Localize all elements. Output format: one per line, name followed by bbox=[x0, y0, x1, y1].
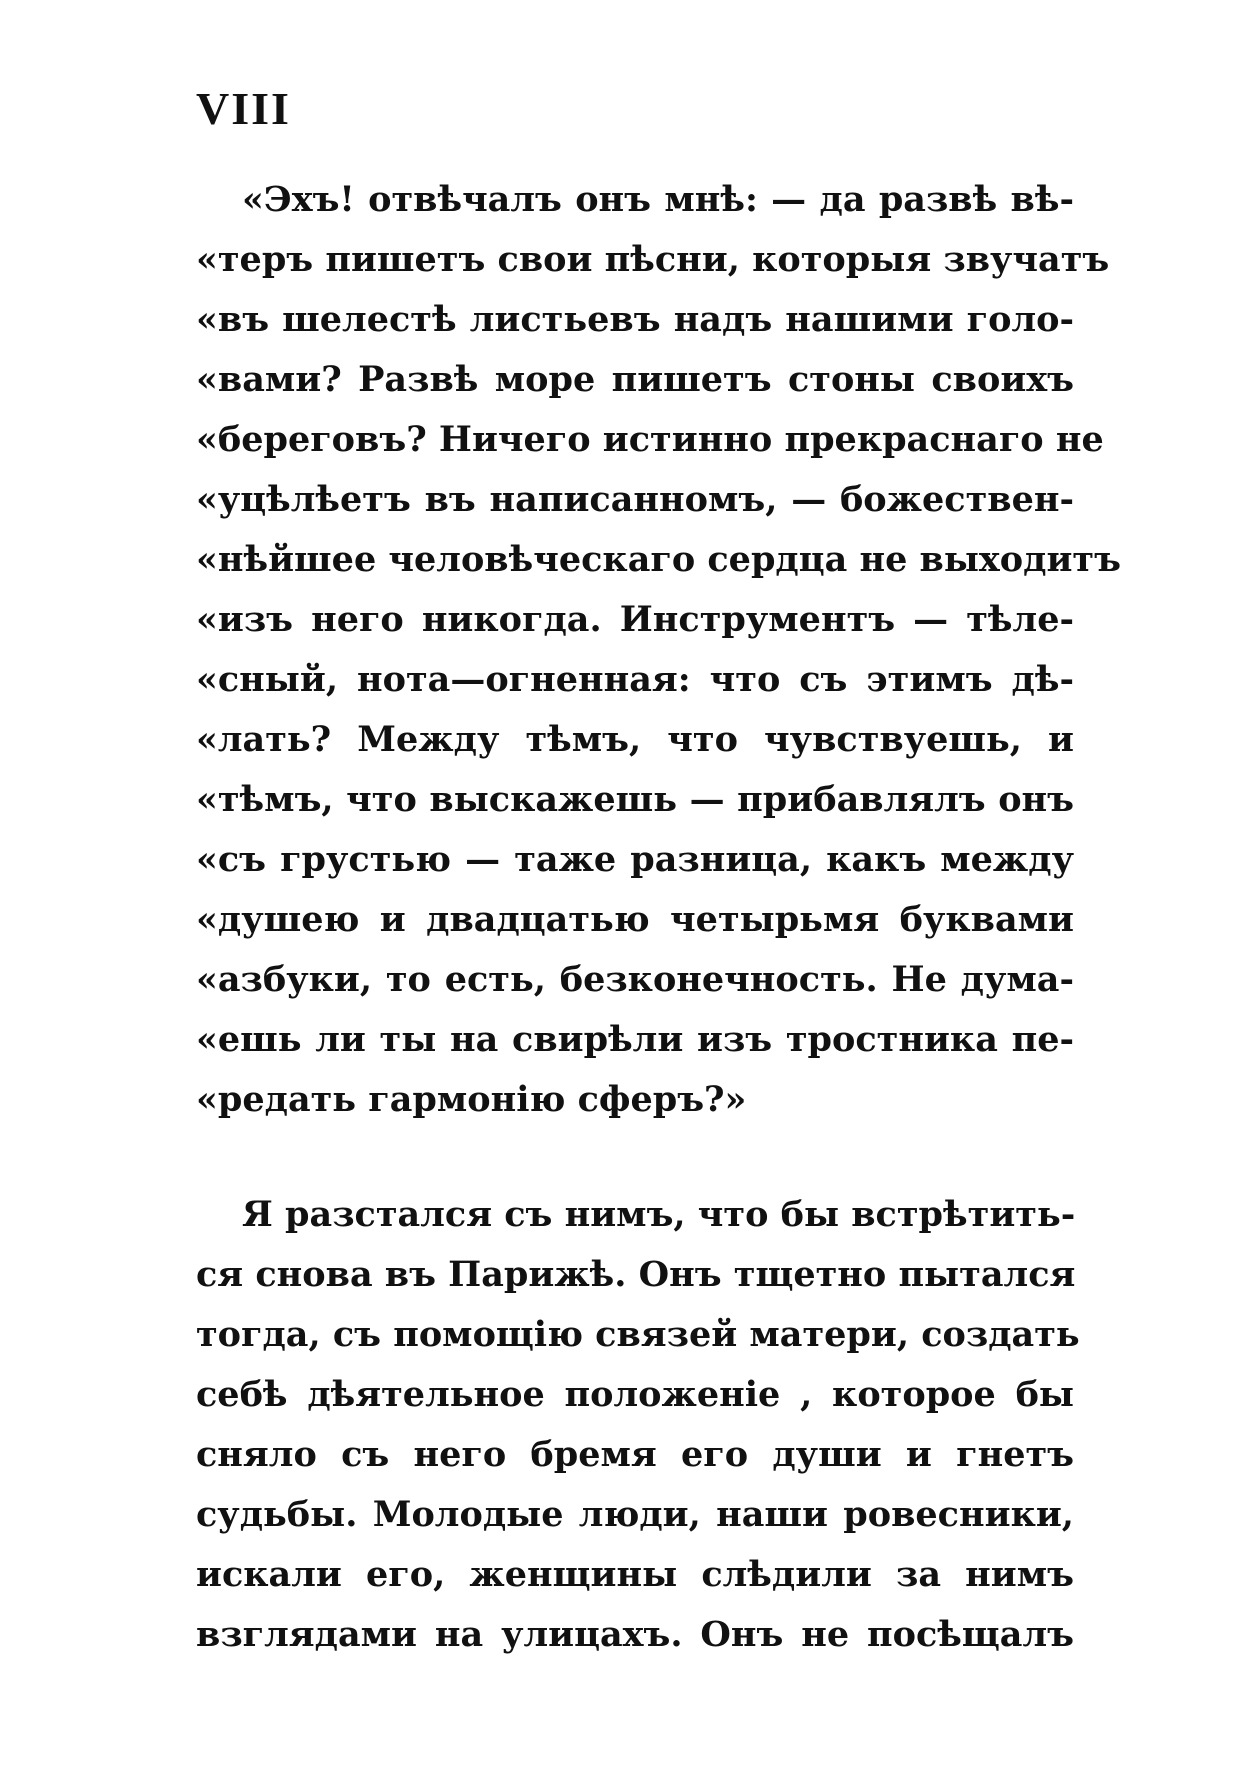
text-line: «Эхъ! отвѣчалъ онъ мнѣ: — да развѣ вѣ- bbox=[242, 179, 1074, 220]
paragraph-quote bbox=[196, 170, 1121, 1130]
text-line: ся снова въ Парижѣ. Онъ тщетно пытался bbox=[196, 1254, 1076, 1295]
paragraph-narrative bbox=[196, 1185, 1080, 1665]
text-line: себѣ дѣятельное положеніе , которое бы bbox=[196, 1374, 1074, 1415]
text-line: «теръ пишетъ свои пѣсни, которыя звучатъ bbox=[196, 239, 1110, 280]
text-line: «азбуки, то есть, безконечность. Не дума- bbox=[196, 959, 1074, 1000]
text-line: взглядами на улицахъ. Онъ не посѣщалъ bbox=[196, 1614, 1074, 1655]
text-line: «изъ него никогда. Инструментъ — тѣле- bbox=[196, 599, 1074, 640]
text-line: судьбы. Молодые люди, наши ровесники, bbox=[196, 1494, 1074, 1535]
text-line: «лать? Между тѣмъ, что чувствуешь, и bbox=[196, 719, 1074, 760]
text-line: «вами? Развѣ море пишетъ стоны своихъ bbox=[196, 359, 1074, 400]
text-line: «съ грустью — таже разница, какъ между bbox=[196, 839, 1074, 880]
text-line: искали его, женщины слѣдили за нимъ bbox=[196, 1554, 1074, 1595]
text-line: «уцѣлѣетъ въ написанномъ, — божествен- bbox=[196, 479, 1074, 520]
text-line: «сный, нота—огненная: что съ этимъ дѣ- bbox=[196, 659, 1074, 700]
text-line: тогда, съ помощію связей матери, создать bbox=[196, 1314, 1080, 1355]
text-line: «тѣмъ, что выскажешь — прибавлялъ онъ bbox=[196, 779, 1074, 820]
text-line: «нѣйшее человѣческаго сердца не выходитъ bbox=[196, 539, 1121, 580]
text-line: «ешь ли ты на свирѣли изъ тростника пе- bbox=[196, 1019, 1074, 1060]
text-line: сняло съ него бремя его души и гнетъ bbox=[196, 1434, 1074, 1475]
page-number: VIII bbox=[196, 83, 291, 134]
text-line: «береговъ? Ничего истинно прекраснаго не bbox=[196, 419, 1104, 460]
text-line: «въ шелестѣ листьевъ надъ нашими голо- bbox=[196, 299, 1074, 340]
text-line: Я разстался съ нимъ, что бы встрѣтить- bbox=[242, 1194, 1076, 1235]
text-line: «душею и двадцатью четырьмя буквами bbox=[196, 899, 1074, 940]
text-line: «редать гармонію сферъ?» bbox=[196, 1079, 747, 1120]
